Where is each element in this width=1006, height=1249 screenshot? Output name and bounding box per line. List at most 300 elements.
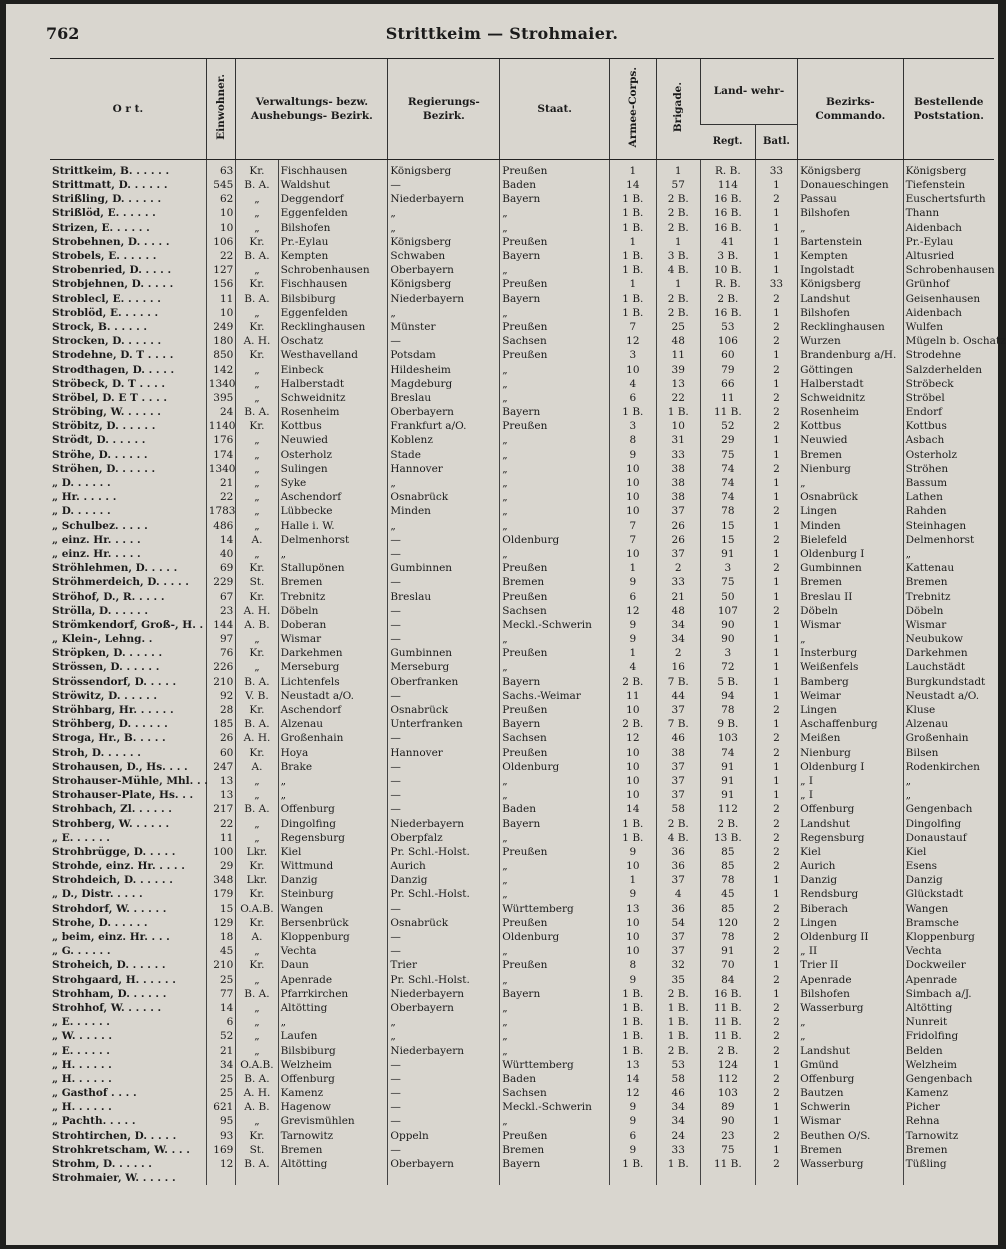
cell-kreisart: A. H. <box>236 604 278 618</box>
table-row <box>50 519 994 533</box>
cell-ort: „ D., Distr. . . . . <box>52 888 143 901</box>
cell-poststation: Darkehmen <box>903 646 994 660</box>
cell-kreisart: „ <box>236 519 278 533</box>
cell-staat: „ <box>500 306 610 320</box>
cell-landwehr-regt: 94 <box>700 689 755 703</box>
cell-armee-corps: 1 <box>610 561 656 575</box>
cell-landwehr-regt: 112 <box>700 802 755 816</box>
cell-landwehr-batl: 2 <box>755 1086 797 1100</box>
cell-ort: „ beim, einz. Hr. . . . <box>52 931 170 944</box>
cell-poststation: Bilsen <box>903 746 994 760</box>
cell-bezirks-commando: Bamberg <box>798 675 904 689</box>
cell-staat: „ <box>500 519 610 533</box>
cell-staat: Preußen <box>500 646 610 660</box>
cell-ort: Strohkretscham, W. . . . <box>52 1143 190 1156</box>
cell-brigade: 34 <box>656 1100 700 1114</box>
cell-armee-corps: 4 <box>610 660 656 674</box>
cell-verwaltungsbezirk: Alzenau <box>278 717 388 731</box>
cell-landwehr-batl: 1 <box>755 519 797 533</box>
cell-armee-corps: 10 <box>610 916 656 930</box>
cell-regierungsbezirk: Schwaben <box>388 249 500 263</box>
cell-brigade: 35 <box>656 973 700 987</box>
table-row <box>50 306 994 320</box>
cell-landwehr-batl: 1 <box>755 263 797 277</box>
cell-landwehr-regt: 53 <box>700 320 755 334</box>
cell-kreisart: „ <box>236 362 278 376</box>
cell-regierungsbezirk: Potsdam <box>388 348 500 362</box>
cell-regierungsbezirk: Königsberg <box>388 277 500 291</box>
cell-staat: „ <box>500 660 610 674</box>
cell-landwehr-batl: 1 <box>755 660 797 674</box>
cell-poststation: Großenhain <box>903 731 994 745</box>
table-row <box>50 1029 994 1043</box>
cell-poststation <box>903 1171 994 1185</box>
cell-bezirks-commando: Minden <box>798 519 904 533</box>
cell-brigade: 38 <box>656 462 700 476</box>
cell-staat: Bayern <box>500 1157 610 1171</box>
cell-einwohner: 18 <box>206 930 236 944</box>
cell-bezirks-commando: Bielefeld <box>798 533 904 547</box>
table-row <box>50 816 994 830</box>
cell-staat: Preußen <box>500 916 610 930</box>
cell-armee-corps: 9 <box>610 448 656 462</box>
cell-regierungsbezirk: Pr. Schl.-Holst. <box>388 887 500 901</box>
cell-staat: „ <box>500 859 610 873</box>
cell-ort: „ E. . . . . . <box>52 1044 110 1057</box>
cell-regierungsbezirk: Niederbayern <box>388 292 500 306</box>
cell-poststation: Dockweiler <box>903 958 994 972</box>
cell-kreisart: Lkr. <box>236 845 278 859</box>
cell-verwaltungsbezirk: Fischhausen <box>278 277 388 291</box>
cell-ort: Ströbitz, D. . . . . . <box>52 420 156 433</box>
cell-poststation: Bassum <box>903 476 994 490</box>
cell-verwaltungsbezirk: Bersenbrück <box>278 916 388 930</box>
cell-kreisart: „ <box>236 192 278 206</box>
cell-verwaltungsbezirk: Bilsbiburg <box>278 1043 388 1057</box>
cell-bezirks-commando: Donaueschingen <box>798 178 904 192</box>
cell-brigade: 16 <box>656 660 700 674</box>
cell-armee-corps: 7 <box>610 533 656 547</box>
cell-kreisart: B. A. <box>236 987 278 1001</box>
table-row <box>50 589 994 603</box>
cell-staat: Preußen <box>500 277 610 291</box>
cell-brigade: 2 B. <box>656 292 700 306</box>
cell-staat: Preußen <box>500 1129 610 1143</box>
cell-regierungsbezirk: Hildesheim <box>388 362 500 376</box>
header-batl: Batl. <box>755 124 797 159</box>
cell-einwohner: 226 <box>206 660 236 674</box>
cell-armee-corps: 13 <box>610 1058 656 1072</box>
cell-landwehr-regt: 75 <box>700 1143 755 1157</box>
cell-staat: „ <box>500 1043 610 1057</box>
cell-bezirks-commando: Breslau II <box>798 589 904 603</box>
cell-regierungsbezirk: Trier <box>388 958 500 972</box>
cell-einwohner: 174 <box>206 448 236 462</box>
cell-staat: Baden <box>500 1072 610 1086</box>
cell-brigade: 4 B. <box>656 263 700 277</box>
cell-brigade: 4 B. <box>656 831 700 845</box>
cell-brigade: 37 <box>656 788 700 802</box>
cell-landwehr-regt: 11 <box>700 391 755 405</box>
cell-brigade: 34 <box>656 618 700 632</box>
cell-landwehr-batl: 2 <box>755 362 797 376</box>
cell-regierungsbezirk: Hannover <box>388 462 500 476</box>
cell-poststation: „ <box>903 788 994 802</box>
cell-einwohner: 60 <box>206 746 236 760</box>
cell-staat: Preußen <box>500 746 610 760</box>
cell-staat: „ <box>500 1001 610 1015</box>
cell-landwehr-batl: 1 <box>755 235 797 249</box>
cell-armee-corps: 1 B. <box>610 405 656 419</box>
cell-bezirks-commando: Oldenburg II <box>798 930 904 944</box>
cell-landwehr-regt: 90 <box>700 1114 755 1128</box>
cell-armee-corps: 6 <box>610 391 656 405</box>
cell-verwaltungsbezirk: Bremen <box>278 575 388 589</box>
cell-kreisart: „ <box>236 547 278 561</box>
cell-ort: Stroga, Hr., B. . . . . <box>52 732 166 745</box>
cell-armee-corps: 10 <box>610 462 656 476</box>
cell-einwohner: 97 <box>206 632 236 646</box>
cell-regierungsbezirk: — <box>388 930 500 944</box>
cell-armee-corps: 1 B. <box>610 306 656 320</box>
cell-landwehr-regt: 91 <box>700 788 755 802</box>
cell-verwaltungsbezirk: Eggenfelden <box>278 206 388 220</box>
cell-ort: „ Schulbez. . . . . <box>52 519 148 532</box>
header-row <box>50 59 994 125</box>
cell-staat: Sachsen <box>500 334 610 348</box>
table-row <box>50 320 994 334</box>
cell-armee-corps: 10 <box>610 746 656 760</box>
cell-armee-corps: 1 B. <box>610 1157 656 1171</box>
cell-landwehr-batl: 2 <box>755 292 797 306</box>
table-row <box>50 1143 994 1157</box>
cell-einwohner: 176 <box>206 433 236 447</box>
cell-kreisart: St. <box>236 575 278 589</box>
cell-einwohner: 156 <box>206 277 236 291</box>
cell-landwehr-regt: 60 <box>700 348 755 362</box>
cell-poststation: Delmenhorst <box>903 533 994 547</box>
cell-bezirks-commando: Kempten <box>798 249 904 263</box>
cell-ort: „ Gasthof . . . . <box>52 1087 137 1100</box>
cell-landwehr-batl: 1 <box>755 348 797 362</box>
cell-landwehr-batl: 1 <box>755 377 797 391</box>
table-row <box>50 476 994 490</box>
cell-regierungsbezirk: Oberpfalz <box>388 831 500 845</box>
gazetteer-table <box>50 58 1006 1185</box>
cell-armee-corps: 1 <box>610 277 656 291</box>
cell-bezirks-commando: Aurich <box>798 859 904 873</box>
cell-landwehr-regt: 50 <box>700 589 755 603</box>
cell-landwehr-batl: 2 <box>755 1029 797 1043</box>
cell-ort: Strömkendorf, Groß-, H. . <box>52 618 204 631</box>
cell-armee-corps: 10 <box>610 859 656 873</box>
cell-landwehr-batl: 1 <box>755 476 797 490</box>
cell-landwehr-batl: 1 <box>755 632 797 646</box>
cell-brigade: 22 <box>656 391 700 405</box>
cell-kreisart: „ <box>236 1001 278 1015</box>
cell-landwehr-regt: 75 <box>700 448 755 462</box>
cell-einwohner: 210 <box>206 958 236 972</box>
cell-armee-corps: 10 <box>610 760 656 774</box>
cell-landwehr-regt: 106 <box>700 334 755 348</box>
cell-kreisart: „ <box>236 1114 278 1128</box>
cell-staat: Bayern <box>500 292 610 306</box>
cell-verwaltungsbezirk: Altötting <box>278 1001 388 1015</box>
cell-regierungsbezirk: Niederbayern <box>388 1043 500 1057</box>
cell-landwehr-regt: 23 <box>700 1129 755 1143</box>
cell-bezirks-commando: Biberach <box>798 902 904 916</box>
table-row <box>50 206 994 220</box>
cell-landwehr-regt: 3 <box>700 561 755 575</box>
cell-bezirks-commando: Apenrade <box>798 973 904 987</box>
cell-ort: „ H. . . . . . <box>52 1058 112 1071</box>
table-row <box>50 845 994 859</box>
table-row <box>50 405 994 419</box>
cell-landwehr-regt: 91 <box>700 547 755 561</box>
cell-landwehr-regt: 16 B. <box>700 987 755 1001</box>
cell-landwehr-regt: 11 B. <box>700 1157 755 1171</box>
cell-armee-corps: 1 <box>610 646 656 660</box>
cell-brigade: 11 <box>656 348 700 362</box>
cell-landwehr-regt: 41 <box>700 235 755 249</box>
table-row <box>50 930 994 944</box>
cell-landwehr-batl: 1 <box>755 1100 797 1114</box>
cell-staat: Meckl.-Schwerin <box>500 618 610 632</box>
cell-ort: Strössendorf, D. . . . . <box>52 675 177 688</box>
cell-poststation: Rodenkirchen <box>903 760 994 774</box>
cell-bezirks-commando: Landshut <box>798 292 904 306</box>
cell-staat: „ <box>500 448 610 462</box>
cell-brigade: 37 <box>656 547 700 561</box>
cell-regierungsbezirk: — <box>388 178 500 192</box>
cell-landwehr-batl: 2 <box>755 391 797 405</box>
cell-landwehr-regt: 15 <box>700 519 755 533</box>
cell-kreisart: A. <box>236 760 278 774</box>
cell-ort: Strölla, D. . . . . . <box>52 604 149 617</box>
table-row <box>50 235 994 249</box>
cell-landwehr-batl: 33 <box>755 277 797 291</box>
cell-landwehr-regt: 120 <box>700 916 755 930</box>
cell-bezirks-commando: Insterburg <box>798 646 904 660</box>
cell-einwohner: 23 <box>206 604 236 618</box>
cell-einwohner: 129 <box>206 916 236 930</box>
cell-einwohner: 52 <box>206 1029 236 1043</box>
cell-brigade: 33 <box>656 1143 700 1157</box>
cell-kreisart: „ <box>236 816 278 830</box>
cell-staat: Bayern <box>500 717 610 731</box>
cell-verwaltungsbezirk: Merseburg <box>278 660 388 674</box>
header-staat: Staat. <box>500 59 610 160</box>
cell-ort: „ D. . . . . . <box>52 477 111 490</box>
cell-armee-corps: 14 <box>610 178 656 192</box>
cell-landwehr-batl: 1 <box>755 689 797 703</box>
cell-verwaltungsbezirk: Eggenfelden <box>278 306 388 320</box>
cell-verwaltungsbezirk: Steinburg <box>278 887 388 901</box>
cell-verwaltungsbezirk: Deggendorf <box>278 192 388 206</box>
cell-poststation: Dingolfing <box>903 816 994 830</box>
cell-landwehr-regt: 13 B. <box>700 831 755 845</box>
cell-brigade: 2 <box>656 646 700 660</box>
table-row <box>50 160 994 179</box>
cell-brigade: 36 <box>656 902 700 916</box>
cell-verwaltungsbezirk: Wangen <box>278 902 388 916</box>
table-row <box>50 788 994 802</box>
cell-armee-corps: 10 <box>610 490 656 504</box>
cell-kreisart: Kr. <box>236 703 278 717</box>
cell-bezirks-commando: „ <box>798 632 904 646</box>
cell-bezirks-commando: „ <box>798 221 904 235</box>
cell-poststation: Tarnowitz <box>903 1129 994 1143</box>
cell-kreisart: Kr. <box>236 348 278 362</box>
cell-staat: „ <box>500 504 610 518</box>
cell-ort: „ einz. Hr. . . . . <box>52 547 141 560</box>
cell-verwaltungsbezirk: Darkehmen <box>278 646 388 660</box>
cell-brigade: 7 B. <box>656 675 700 689</box>
cell-verwaltungsbezirk: Aschendorf <box>278 703 388 717</box>
cell-einwohner: 13 <box>206 774 236 788</box>
header-poststation: Bestellende Poststation. <box>903 59 994 160</box>
cell-landwehr-batl: 1 <box>755 547 797 561</box>
cell-ort: Ströhberg, D. . . . . . <box>52 718 168 731</box>
cell-brigade: 2 B. <box>656 816 700 830</box>
cell-armee-corps: 1 B. <box>610 831 656 845</box>
cell-bezirks-commando: Landshut <box>798 816 904 830</box>
cell-landwehr-regt: 78 <box>700 873 755 887</box>
cell-poststation: Kottbus <box>903 419 994 433</box>
cell-einwohner: 15 <box>206 902 236 916</box>
cell-regierungsbezirk: Oberbayern <box>388 1157 500 1171</box>
cell-staat: Preußen <box>500 320 610 334</box>
cell-brigade: 1 B. <box>656 1001 700 1015</box>
cell-landwehr-batl <box>755 1171 797 1185</box>
cell-poststation: Neustadt a/O. <box>903 689 994 703</box>
cell-kreisart: Kr. <box>236 320 278 334</box>
cell-staat: Preußen <box>500 160 610 179</box>
cell-staat: Oldenburg <box>500 930 610 944</box>
cell-poststation: Fridolfing <box>903 1029 994 1043</box>
cell-verwaltungsbezirk: Bremen <box>278 1143 388 1157</box>
cell-bezirks-commando: Ingolstadt <box>798 263 904 277</box>
cell-ort: „ Klein-, Lehng. . <box>52 633 153 646</box>
cell-einwohner: 545 <box>206 178 236 192</box>
cell-einwohner: 40 <box>206 547 236 561</box>
cell-ort: Ströhe, D. . . . . . <box>52 448 148 461</box>
cell-einwohner: 395 <box>206 391 236 405</box>
cell-armee-corps: 9 <box>610 1114 656 1128</box>
table-row <box>50 1114 994 1128</box>
cell-regierungsbezirk: Breslau <box>388 589 500 603</box>
cell-einwohner: 1783 <box>206 504 236 518</box>
cell-kreisart: „ <box>236 490 278 504</box>
cell-poststation: Picher <box>903 1100 994 1114</box>
cell-staat: Württemberg <box>500 902 610 916</box>
cell-brigade: 1 B. <box>656 1029 700 1043</box>
cell-armee-corps: 2 B. <box>610 717 656 731</box>
cell-verwaltungsbezirk: Einbeck <box>278 362 388 376</box>
cell-poststation: Belden <box>903 1043 994 1057</box>
cell-kreisart: „ <box>236 377 278 391</box>
table-row <box>50 1001 994 1015</box>
cell-verwaltungsbezirk: Doberan <box>278 618 388 632</box>
cell-poststation: Trebnitz <box>903 589 994 603</box>
cell-brigade: 48 <box>656 334 700 348</box>
cell-brigade: 26 <box>656 519 700 533</box>
cell-verwaltungsbezirk <box>278 1171 388 1185</box>
cell-armee-corps: 1 B. <box>610 192 656 206</box>
cell-einwohner: 21 <box>206 1043 236 1057</box>
table-row <box>50 1171 994 1185</box>
cell-staat: Bayern <box>500 675 610 689</box>
cell-kreisart: O.A.B. <box>236 1058 278 1072</box>
cell-bezirks-commando: Nienburg <box>798 462 904 476</box>
cell-kreisart: Kr. <box>236 746 278 760</box>
cell-verwaltungsbezirk: Grevismühlen <box>278 1114 388 1128</box>
cell-verwaltungsbezirk: Trebnitz <box>278 589 388 603</box>
table-row <box>50 604 994 618</box>
cell-landwehr-batl: 1 <box>755 433 797 447</box>
cell-armee-corps: 12 <box>610 731 656 745</box>
cell-kreisart: „ <box>236 263 278 277</box>
cell-armee-corps: 6 <box>610 589 656 603</box>
cell-ort: Stroheich, D. . . . . . <box>52 959 166 972</box>
cell-armee-corps <box>610 1171 656 1185</box>
cell-regierungsbezirk: Gumbinnen <box>388 561 500 575</box>
cell-landwehr-batl: 2 <box>755 462 797 476</box>
cell-bezirks-commando: Wismar <box>798 618 904 632</box>
cell-armee-corps: 3 <box>610 419 656 433</box>
cell-bezirks-commando: Lingen <box>798 504 904 518</box>
cell-kreisart: B. A. <box>236 1157 278 1171</box>
cell-ort: „ Pachth. . . . . <box>52 1115 136 1128</box>
table-row <box>50 377 994 391</box>
cell-einwohner: 180 <box>206 334 236 348</box>
cell-brigade: 38 <box>656 476 700 490</box>
cell-poststation: Lathen <box>903 490 994 504</box>
cell-ort: Strobjehnen, D. . . . . <box>52 278 174 291</box>
header-armee-corps: Armee-Corps. <box>610 59 656 160</box>
cell-verwaltungsbezirk: Kottbus <box>278 419 388 433</box>
cell-staat: „ <box>500 362 610 376</box>
cell-staat: „ <box>500 1029 610 1043</box>
cell-bezirks-commando: „ <box>798 1029 904 1043</box>
cell-regierungsbezirk: Aurich <box>388 859 500 873</box>
cell-einwohner: 77 <box>206 987 236 1001</box>
cell-einwohner: 11 <box>206 831 236 845</box>
cell-landwehr-batl: 2 <box>755 334 797 348</box>
cell-kreisart: „ <box>236 973 278 987</box>
cell-bezirks-commando: Bilshofen <box>798 987 904 1001</box>
cell-bezirks-commando: Schweidnitz <box>798 391 904 405</box>
cell-ort: Strißling, D. . . . . . <box>52 193 162 206</box>
cell-landwehr-batl: 1 <box>755 1058 797 1072</box>
cell-armee-corps: 1 B. <box>610 987 656 1001</box>
table-row <box>50 391 994 405</box>
cell-kreisart: „ <box>236 462 278 476</box>
cell-landwehr-batl: 1 <box>755 575 797 589</box>
cell-poststation: Bremen <box>903 1143 994 1157</box>
cell-verwaltungsbezirk: Lübbecke <box>278 504 388 518</box>
cell-staat: „ <box>500 547 610 561</box>
cell-regierungsbezirk <box>388 1171 500 1185</box>
page-number: 762 <box>46 24 80 43</box>
cell-einwohner: 10 <box>206 206 236 220</box>
cell-ort: Strohauser-Mühle, Mhl. . . <box>52 774 208 787</box>
cell-armee-corps: 6 <box>610 1129 656 1143</box>
cell-verwaltungsbezirk: „ <box>278 547 388 561</box>
cell-poststation: Altötting <box>903 1001 994 1015</box>
cell-brigade: 37 <box>656 760 700 774</box>
table-row <box>50 774 994 788</box>
